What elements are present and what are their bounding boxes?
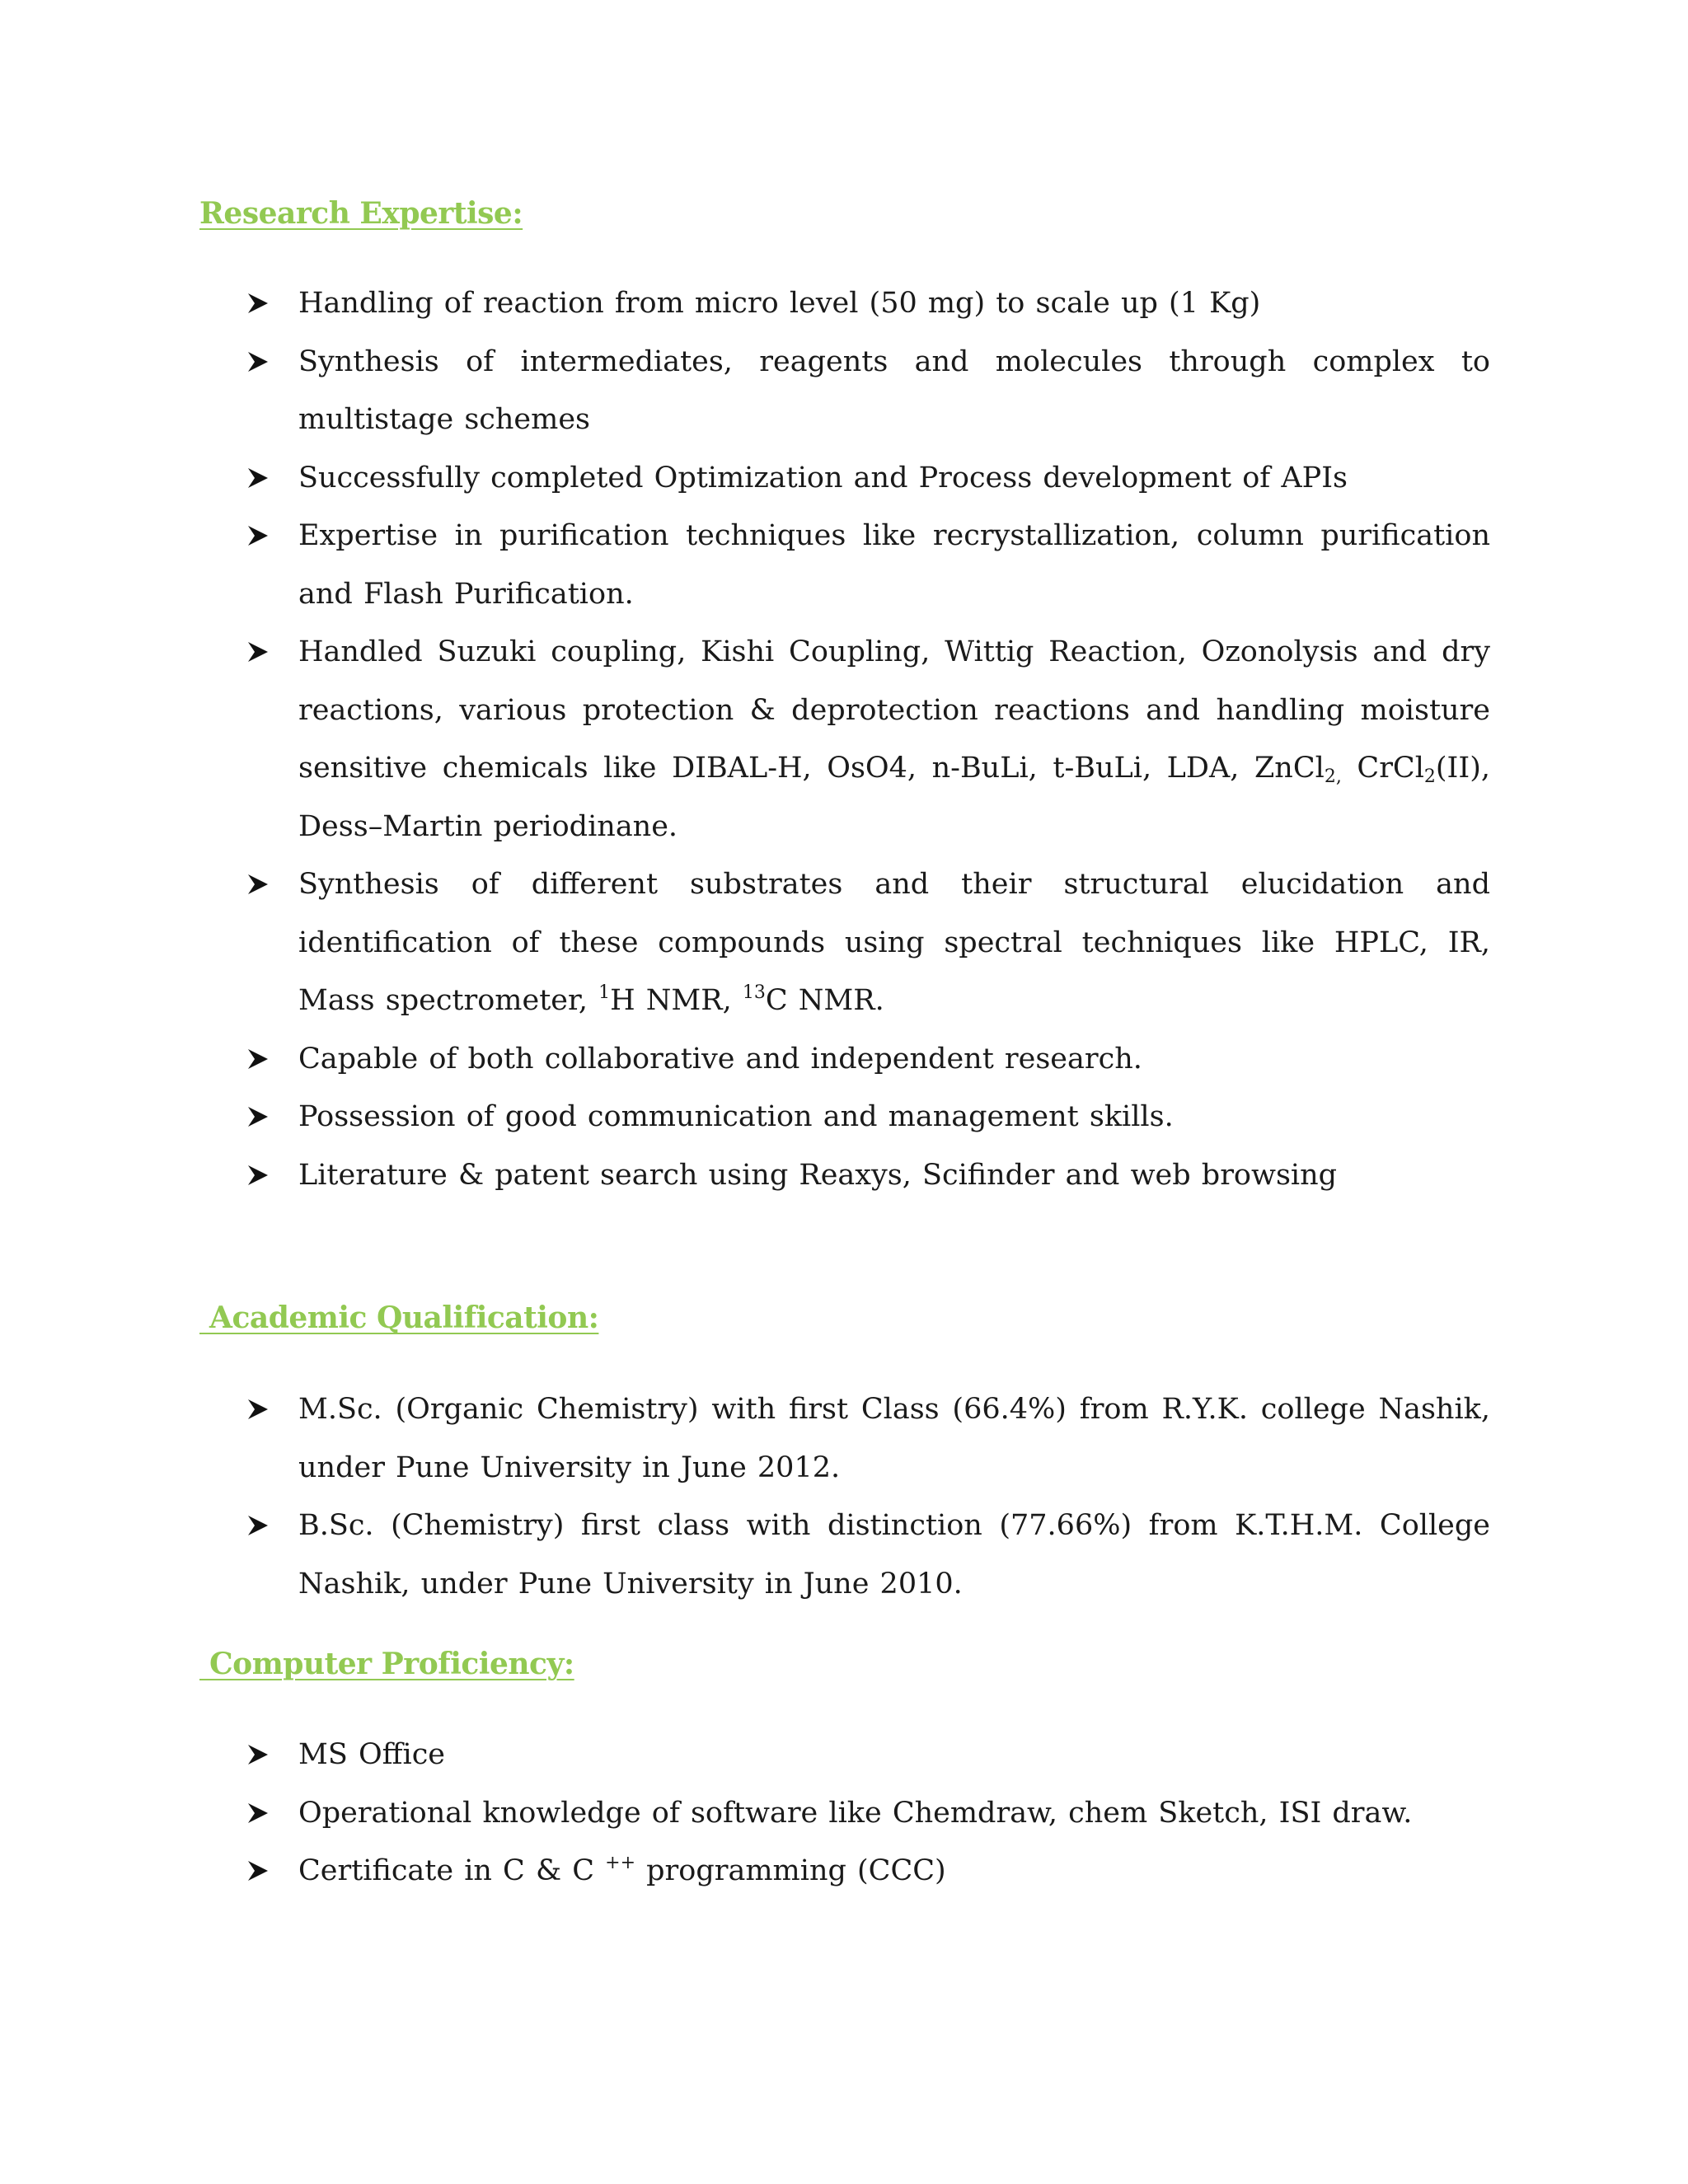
list-item — [247, 1088, 1490, 1146]
list-item-text: Possession of good communication and management skills. — [298, 1100, 1174, 1133]
arrow-bullet-icon — [247, 1784, 272, 1842]
list-item-text: Synthesis of intermediates, reagents and molecules through complex to multistage schemes — [298, 344, 1490, 436]
arrow-bullet-icon — [247, 1088, 272, 1146]
list-item — [247, 1726, 1490, 1784]
list-item-text: B.Sc. (Chemistry) first class with distinction (77.66%) from K.T.H.M. College Nashik, under Pune University in June 2010. — [298, 1509, 1490, 1601]
arrow-bullet-icon — [247, 1380, 272, 1438]
academic-qualification-heading: Academic Qualification: — [199, 1301, 599, 1335]
list-item — [247, 1030, 1490, 1089]
list-item-text: M.Sc. (Organic Chemistry) with first Class (66.4%) from R.Y.K. college Nashik, under Pune University in June 2012. — [298, 1393, 1490, 1484]
list-item — [247, 1842, 1490, 1900]
list-item-text: Literature & patent search using Reaxys, Scifinder and web browsing — [298, 1158, 1338, 1192]
list-item — [247, 1146, 1490, 1205]
list-item — [247, 333, 1490, 449]
list-item-text: MS Office — [298, 1738, 446, 1771]
list-item-text: Handling of reaction from micro level (50 mg) to scale up (1 Kg) — [298, 287, 1261, 320]
computer-proficiency-heading: Computer Proficiency: — [199, 1647, 574, 1681]
arrow-bullet-icon — [247, 1146, 272, 1204]
list-item — [247, 855, 1490, 1030]
arrow-bullet-icon — [247, 1497, 272, 1554]
arrow-bullet-icon — [247, 1030, 272, 1088]
research-expertise-heading: Research Expertise: — [199, 196, 523, 231]
list-item-text: Handled Suzuki coupling, Kishi Coupling, Wittig Reaction, Ozonolysis and dry reactions, various protection & deprotection reactions and handling moisture sensitive chemicals like DIBAL-H, OsO4, n-BuLi, t-BuLi, LDA, ZnCl$_{2,}$ CrCl$_2$(II), Dess–Martin periodinane. — [298, 635, 1490, 843]
research-expertise-list — [247, 274, 1490, 1204]
list-item-text: Successfully completed Optimization and Process development of APIs — [298, 461, 1348, 494]
computer-proficiency-list — [247, 1726, 1490, 1900]
list-item — [247, 1380, 1490, 1497]
arrow-bullet-icon — [247, 1726, 272, 1783]
list-item-text: Synthesis of different substrates and their structural elucidation and identification of these compounds using spectral techniques like HPLC, IR, Mass spectrometer, $^1$H NMR, $^{13}$C NMR. — [298, 868, 1490, 1017]
list-item — [247, 1784, 1490, 1843]
arrow-bullet-icon — [247, 1842, 272, 1900]
list-item — [247, 1497, 1490, 1613]
arrow-bullet-icon — [247, 855, 272, 913]
list-item-text: Operational knowledge of software like Chemdraw, chem Sketch, ISI draw. — [298, 1796, 1413, 1830]
arrow-bullet-icon — [247, 274, 272, 332]
arrow-bullet-icon — [247, 507, 272, 565]
arrow-bullet-icon — [247, 623, 272, 681]
list-item — [247, 274, 1490, 333]
list-item — [247, 449, 1490, 508]
list-item — [247, 623, 1490, 855]
list-item-text: Expertise in purification techniques like recrystallization, column purification and Flash Purification. — [298, 519, 1490, 611]
list-item-text: Certificate in C & C ++ programming (CCC) — [298, 1853, 946, 1887]
list-item — [247, 507, 1490, 623]
arrow-bullet-icon — [247, 449, 272, 507]
academic-qualification-list — [247, 1380, 1490, 1613]
list-item-text: Capable of both collaborative and independent research. — [298, 1042, 1142, 1076]
arrow-bullet-icon — [247, 333, 272, 391]
